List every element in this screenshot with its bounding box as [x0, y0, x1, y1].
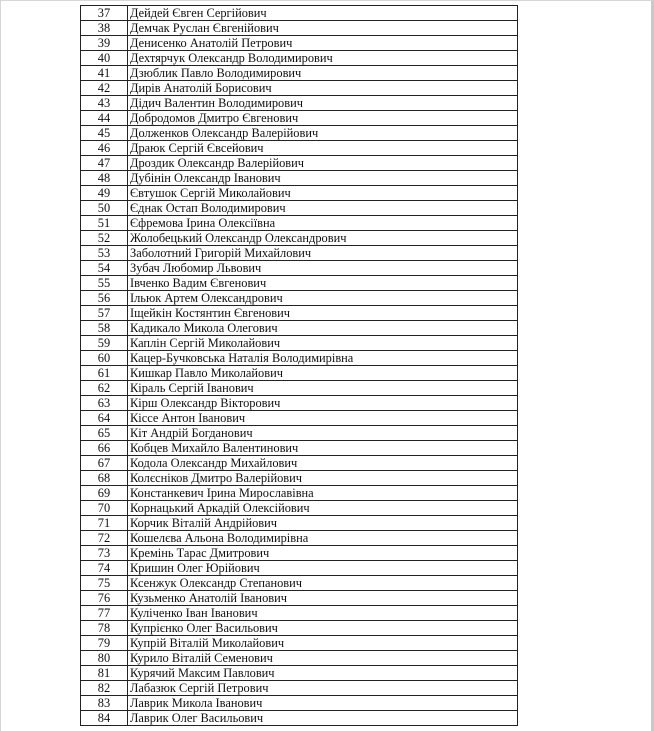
person-name: Дехтярчук Олександр Володимирович	[128, 51, 518, 66]
person-name: Кобцев Михайло Валентинович	[128, 441, 518, 456]
person-name: Кіраль Сергій Іванович	[128, 381, 518, 396]
person-name: Ільюк Артем Олександрович	[128, 291, 518, 306]
person-name: Констанкевич Ірина Мирославівна	[128, 486, 518, 501]
person-name: Кіссе Антон Іванович	[128, 411, 518, 426]
row-number: 39	[81, 36, 128, 51]
person-name: Кіт Андрій Богданович	[128, 426, 518, 441]
row-number: 83	[81, 696, 128, 711]
person-name: Кузьменко Анатолій Іванович	[128, 591, 518, 606]
row-number: 58	[81, 321, 128, 336]
table-row	[81, 81, 518, 96]
table-row	[81, 36, 518, 51]
person-name: Каплін Сергій Миколайович	[128, 336, 518, 351]
table-row	[81, 681, 518, 696]
person-name: Колєсніков Дмитро Валерійович	[128, 471, 518, 486]
person-name: Корчик Віталій Андрійович	[128, 516, 518, 531]
table-row	[81, 381, 518, 396]
person-name: Курячий Максим Павлович	[128, 666, 518, 681]
row-number: 56	[81, 291, 128, 306]
person-name: Дроздик Олександр Валерійович	[128, 156, 518, 171]
row-number: 70	[81, 501, 128, 516]
person-name: Лабазюк Сергій Петрович	[128, 681, 518, 696]
row-number: 48	[81, 171, 128, 186]
person-name: Єднак Остап Володимирович	[128, 201, 518, 216]
person-name: Демчак Руслан Євгенійович	[128, 21, 518, 36]
table-row	[81, 6, 518, 21]
row-number: 73	[81, 546, 128, 561]
row-number: 84	[81, 711, 128, 726]
person-name: Дідич Валентин Володимирович	[128, 96, 518, 111]
person-name: Дирів Анатолій Борисович	[128, 81, 518, 96]
table-row	[81, 366, 518, 381]
table-row	[81, 216, 518, 231]
row-number: 57	[81, 306, 128, 321]
person-name: Кишкар Павло Миколайович	[128, 366, 518, 381]
row-number: 52	[81, 231, 128, 246]
row-number: 71	[81, 516, 128, 531]
row-number: 49	[81, 186, 128, 201]
table-row	[81, 426, 518, 441]
table-row	[81, 111, 518, 126]
row-number: 76	[81, 591, 128, 606]
table-row	[81, 231, 518, 246]
row-number: 74	[81, 561, 128, 576]
row-number: 69	[81, 486, 128, 501]
row-number: 46	[81, 141, 128, 156]
person-name: Дубінін Олександр Іванович	[128, 171, 518, 186]
row-number: 51	[81, 216, 128, 231]
table-row	[81, 66, 518, 81]
table-row	[81, 306, 518, 321]
person-name: Корнацький Аркадій Олексійович	[128, 501, 518, 516]
person-name: Ксенжук Олександр Степанович	[128, 576, 518, 591]
table-row	[81, 531, 518, 546]
person-name: Зубач Любомир Львович	[128, 261, 518, 276]
person-name: Купрієнко Олег Васильович	[128, 621, 518, 636]
row-number: 61	[81, 366, 128, 381]
table-row	[81, 651, 518, 666]
row-number: 42	[81, 81, 128, 96]
deputies-list-table	[80, 5, 518, 726]
table-body	[81, 6, 518, 726]
table-row	[81, 171, 518, 186]
person-name: Долженков Олександр Валерійович	[128, 126, 518, 141]
table-row	[81, 696, 518, 711]
person-name: Євтушок Сергій Миколайович	[128, 186, 518, 201]
row-number: 63	[81, 396, 128, 411]
table-row	[81, 486, 518, 501]
row-number: 54	[81, 261, 128, 276]
table-row	[81, 441, 518, 456]
table-row	[81, 501, 518, 516]
row-number: 80	[81, 651, 128, 666]
table-row	[81, 396, 518, 411]
row-number: 50	[81, 201, 128, 216]
table-row	[81, 21, 518, 36]
row-number: 81	[81, 666, 128, 681]
table-row	[81, 291, 518, 306]
person-name: Кацер-Бучковська Наталія Володимирівна	[128, 351, 518, 366]
table-row	[81, 516, 518, 531]
person-name: Драюк Сергій Євсейович	[128, 141, 518, 156]
table-row	[81, 351, 518, 366]
person-name: Купрій Віталій Миколайович	[128, 636, 518, 651]
person-name: Кадикало Микола Олегович	[128, 321, 518, 336]
person-name: Денисенко Анатолій Петрович	[128, 36, 518, 51]
row-number: 60	[81, 351, 128, 366]
person-name: Жолобецький Олександр Олександрович	[128, 231, 518, 246]
table-row	[81, 276, 518, 291]
row-number: 59	[81, 336, 128, 351]
table-row	[81, 141, 518, 156]
row-number: 68	[81, 471, 128, 486]
table-row	[81, 546, 518, 561]
person-name: Лаврик Микола Іванович	[128, 696, 518, 711]
table-row	[81, 261, 518, 276]
person-name: Єфремова Ірина Олексіївна	[128, 216, 518, 231]
row-number: 53	[81, 246, 128, 261]
table-row	[81, 201, 518, 216]
row-number: 82	[81, 681, 128, 696]
row-number: 41	[81, 66, 128, 81]
table-row	[81, 621, 518, 636]
table-row	[81, 636, 518, 651]
row-number: 37	[81, 6, 128, 21]
table-row	[81, 321, 518, 336]
row-number: 79	[81, 636, 128, 651]
row-number: 64	[81, 411, 128, 426]
row-number: 45	[81, 126, 128, 141]
table-row	[81, 591, 518, 606]
table-row	[81, 126, 518, 141]
person-name: Кодола Олександр Михайлович	[128, 456, 518, 471]
table-row	[81, 456, 518, 471]
person-name: Курило Віталій Семенович	[128, 651, 518, 666]
table-row	[81, 336, 518, 351]
table-row	[81, 51, 518, 66]
person-name: Кремінь Тарас Дмитрович	[128, 546, 518, 561]
row-number: 44	[81, 111, 128, 126]
row-number: 38	[81, 21, 128, 36]
table-row	[81, 711, 518, 726]
row-number: 65	[81, 426, 128, 441]
person-name: Заболотний Григорій Михайлович	[128, 246, 518, 261]
table-row	[81, 186, 518, 201]
person-name: Дейдей Євген Сергійович	[128, 6, 518, 21]
row-number: 47	[81, 156, 128, 171]
row-number: 72	[81, 531, 128, 546]
table-row	[81, 411, 518, 426]
row-number: 75	[81, 576, 128, 591]
row-number: 55	[81, 276, 128, 291]
table-row	[81, 246, 518, 261]
table-row	[81, 666, 518, 681]
row-number: 66	[81, 441, 128, 456]
person-name: Куліченко Іван Іванович	[128, 606, 518, 621]
table-row	[81, 606, 518, 621]
row-number: 43	[81, 96, 128, 111]
person-name: Івченко Вадим Євгенович	[128, 276, 518, 291]
row-number: 62	[81, 381, 128, 396]
table-row	[81, 471, 518, 486]
person-name: Іщейкін Костянтин Євгенович	[128, 306, 518, 321]
table-row	[81, 96, 518, 111]
table-row	[81, 576, 518, 591]
person-name: Кришин Олег Юрійович	[128, 561, 518, 576]
row-number: 77	[81, 606, 128, 621]
table-row	[81, 156, 518, 171]
person-name: Дзюблик Павло Володимирович	[128, 66, 518, 81]
person-name: Добродомов Дмитро Євгенович	[128, 111, 518, 126]
row-number: 40	[81, 51, 128, 66]
row-number: 78	[81, 621, 128, 636]
person-name: Кошелєва Альона Володимирівна	[128, 531, 518, 546]
row-number: 67	[81, 456, 128, 471]
table-row	[81, 561, 518, 576]
person-name: Лаврик Олег Васильович	[128, 711, 518, 726]
person-name: Кірш Олександр Вікторович	[128, 396, 518, 411]
